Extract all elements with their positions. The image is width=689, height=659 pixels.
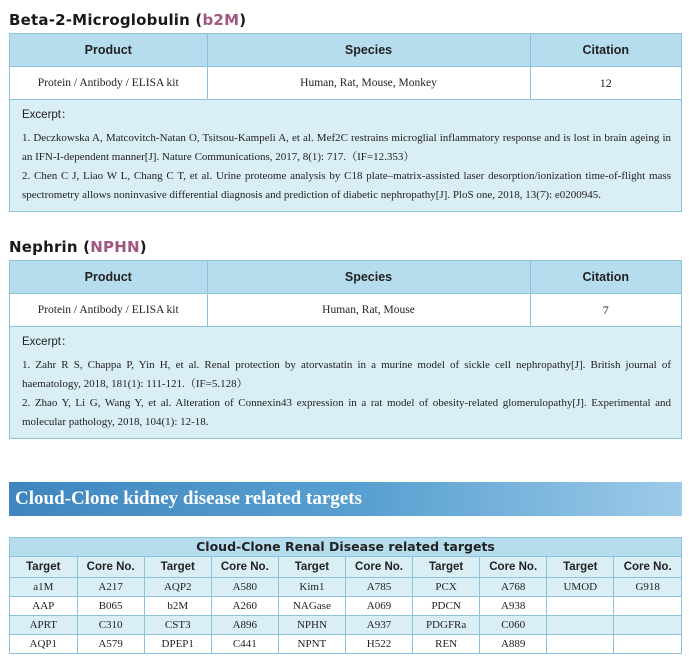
target-cell: CST3	[144, 616, 211, 635]
excerpt-label: Excerpt：	[22, 336, 73, 348]
target-cell: DPEP1	[144, 635, 211, 654]
target-cell: b2M	[144, 597, 211, 616]
reference-2: 2. Zhao Y, Li G, Wang Y, et al. Alteration of Connexin43 expression in a rat model of obesity-related glomerulopathy[J]. Experimental and molecular pathology, 2018, 104(1): 12-18.	[22, 397, 671, 428]
header-target: Target	[10, 557, 77, 578]
target-cell: APRT	[10, 616, 77, 635]
product-card-nphn	[9, 260, 682, 439]
cell-citation: 12	[530, 67, 681, 100]
target-cell	[547, 616, 614, 635]
core-no-cell: A260	[211, 597, 278, 616]
renal-targets-table	[9, 537, 682, 654]
excerpt-block	[10, 100, 681, 211]
title-text: Nephrin (	[9, 238, 91, 256]
table-row	[10, 578, 681, 597]
target-cell: NPNT	[278, 635, 345, 654]
cell-species: Human, Rat, Mouse	[207, 294, 530, 327]
header-core-no: Core No.	[614, 557, 681, 578]
core-no-cell: C441	[211, 635, 278, 654]
target-cell: AAP	[10, 597, 77, 616]
targets-table-title: Cloud-Clone Renal Disease related targets	[10, 538, 681, 557]
header-species: Species	[207, 34, 530, 67]
core-no-cell: G918	[614, 578, 681, 597]
header-target: Target	[144, 557, 211, 578]
target-cell: Kim1	[278, 578, 345, 597]
header-citation: Citation	[530, 34, 681, 67]
core-no-cell: A768	[480, 578, 547, 597]
core-no-cell: C060	[480, 616, 547, 635]
reference-1: 1. Deczkowska A, Matcovitch-Natan O, Tsitsou-Kampeli A, et al. Mef2C restrains microglial inflammatory response and is lost in brain ageing in an IFN-I-dependent manner[J]. Nature Communications, 2017, 8(1): 717.（IF=12.353）	[22, 132, 671, 163]
core-no-cell: H522	[345, 635, 412, 654]
product-table	[10, 34, 681, 100]
header-target: Target	[278, 557, 345, 578]
title-paren: )	[239, 11, 247, 29]
header-citation: Citation	[530, 261, 681, 294]
core-no-cell: A938	[480, 597, 547, 616]
reference-2: 2. Chen C J, Liao W L, Chang C T, et al. Urine proteome analysis by C18 plate–matrix-assisted laser desorption/ionization time-of-flight mass spectrometry allows noninvasive differential diagnosis and prediction of diabetic nephropathy[J]. PloS one, 2018, 13(7): e0200945.	[22, 170, 671, 201]
cell-product: Protein / Antibody / ELISA kit	[10, 67, 207, 100]
reference-1: 1. Zahr R S, Chappa P, Yin H, et al. Renal protection by atorvastatin in a murine model of sickle cell nephropathy[J]. British journal of haematology, 2018, 181(1): 111-121.（IF=5.128）	[22, 359, 671, 390]
target-cell: PDCN	[413, 597, 480, 616]
header-core-no: Core No.	[480, 557, 547, 578]
core-no-cell: B065	[77, 597, 144, 616]
cell-product: Protein / Antibody / ELISA kit	[10, 294, 207, 327]
core-no-cell: A889	[480, 635, 547, 654]
section-title-b2m	[9, 11, 246, 29]
cell-species: Human, Rat, Mouse, Monkey	[207, 67, 530, 100]
target-cell: NPHN	[278, 616, 345, 635]
header-core-no: Core No.	[211, 557, 278, 578]
targets-grid	[10, 557, 681, 653]
core-no-cell	[614, 597, 681, 616]
target-cell: PDGFRa	[413, 616, 480, 635]
title-text: Beta-2-Microglobulin (	[9, 11, 203, 29]
product-table	[10, 261, 681, 327]
targets-banner: Cloud-Clone kidney disease related targets	[9, 482, 682, 516]
table-row	[10, 635, 681, 654]
title-abbr: NPHN	[90, 238, 140, 256]
excerpt-label: Excerpt：	[22, 109, 73, 121]
product-card-b2m	[9, 33, 682, 212]
core-no-cell: A937	[345, 616, 412, 635]
header-species: Species	[207, 261, 530, 294]
target-cell	[547, 635, 614, 654]
core-no-cell: A579	[77, 635, 144, 654]
target-cell: AQP2	[144, 578, 211, 597]
header-target: Target	[413, 557, 480, 578]
title-abbr: b2M	[202, 11, 240, 29]
table-row	[10, 597, 681, 616]
header-product: Product	[10, 261, 207, 294]
core-no-cell: A069	[345, 597, 412, 616]
targets-header-row	[10, 557, 681, 578]
header-core-no: Core No.	[345, 557, 412, 578]
header-core-no: Core No.	[77, 557, 144, 578]
target-cell: REN	[413, 635, 480, 654]
excerpt-block	[10, 327, 681, 438]
section-title-nphn	[9, 238, 147, 256]
core-no-cell: A785	[345, 578, 412, 597]
target-cell: PCX	[413, 578, 480, 597]
table-row	[10, 616, 681, 635]
core-no-cell: C310	[77, 616, 144, 635]
cell-citation: 7	[530, 294, 681, 327]
core-no-cell	[614, 616, 681, 635]
target-cell: AQP1	[10, 635, 77, 654]
target-cell: a1M	[10, 578, 77, 597]
core-no-cell: A896	[211, 616, 278, 635]
core-no-cell: A580	[211, 578, 278, 597]
header-target: Target	[547, 557, 614, 578]
core-no-cell: A217	[77, 578, 144, 597]
core-no-cell	[614, 635, 681, 654]
target-cell	[547, 597, 614, 616]
target-cell: NAGase	[278, 597, 345, 616]
target-cell: UMOD	[547, 578, 614, 597]
title-paren: )	[139, 238, 147, 256]
header-product: Product	[10, 34, 207, 67]
